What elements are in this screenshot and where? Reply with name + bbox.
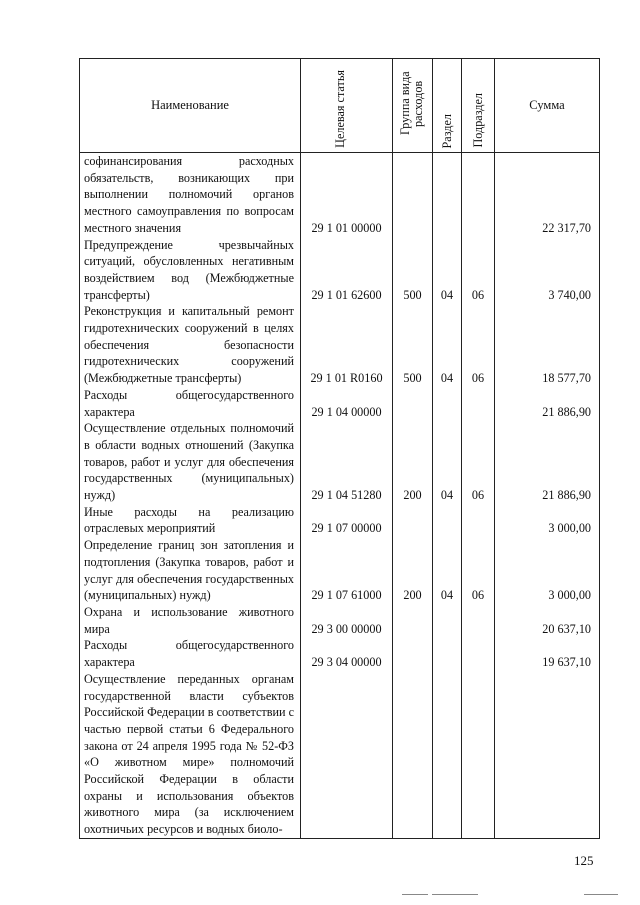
row-subsection-cell: 06 — [462, 537, 495, 604]
row-code-cell: 29 1 07 00000 — [301, 504, 393, 537]
header-subsection — [462, 59, 495, 153]
row-sum-cell: 19 637,10 — [495, 637, 600, 670]
table-row — [80, 420, 600, 504]
row-sum-cell: 22 317,70 — [495, 153, 600, 237]
table-row — [80, 303, 600, 387]
row-group-cell — [393, 604, 433, 637]
row-section-cell — [433, 604, 462, 637]
row-subsection-cell — [462, 604, 495, 637]
row-group-cell — [393, 504, 433, 537]
row-sum-cell — [495, 671, 600, 839]
row-group-cell: 500 — [393, 303, 433, 387]
header-sum: Сумма — [495, 59, 600, 153]
row-section-cell: 04 — [433, 420, 462, 504]
row-section-cell: 04 — [433, 537, 462, 604]
row-name-cell: Иные расходы на реализацию отраслевых мероприятий — [80, 504, 301, 537]
row-name-cell: Расходы общегосударственного характера — [80, 387, 301, 420]
budget-table — [79, 58, 600, 839]
row-code-cell: 29 1 04 51280 — [301, 420, 393, 504]
row-subsection-cell: 06 — [462, 420, 495, 504]
row-section-cell — [433, 637, 462, 670]
row-group-cell — [393, 387, 433, 420]
row-name-cell: Осуществление переданных органам государственной власти субъектов Российской Федерации в соответствии с частью первой статьи 6 Федерального закона от 24 апреля 1995 года № 52-ФЗ «О животном мире» полномочий Российской Федерации в области охраны и использования объектов животного мира (за исключением охотничьих ресурсов и водных биоло- — [80, 671, 301, 839]
row-group-cell: 200 — [393, 537, 433, 604]
row-subsection-cell — [462, 504, 495, 537]
row-sum-cell: 21 886,90 — [495, 420, 600, 504]
row-subsection-cell — [462, 387, 495, 420]
table-row — [80, 237, 600, 304]
row-code-cell — [301, 671, 393, 839]
row-sum-cell: 3 000,00 — [495, 504, 600, 537]
row-name-cell: Охрана и использование животного мира — [80, 604, 301, 637]
row-group-cell: 200 — [393, 420, 433, 504]
row-group-cell — [393, 671, 433, 839]
table-row — [80, 671, 600, 839]
row-name-cell: Осуществление отдельных полномочий в области водных отношений (Закупка товаров, работ и услуг для обеспечения государственных (муниципальных) нужд) — [80, 420, 301, 504]
row-sum-cell: 21 886,90 — [495, 387, 600, 420]
row-section-cell: 04 — [433, 237, 462, 304]
row-section-cell — [433, 153, 462, 237]
footer-rule-2 — [432, 894, 478, 895]
row-sum-cell: 3 000,00 — [495, 537, 600, 604]
row-name-cell: Определение границ зон затопления и подтопления (Закупка товаров, работ и услуг для обеспечения государственных (муниципальных) нужд) — [80, 537, 301, 604]
header-target — [301, 59, 393, 153]
row-subsection-cell — [462, 637, 495, 670]
row-section-cell — [433, 387, 462, 420]
row-subsection-cell: 06 — [462, 237, 495, 304]
row-subsection-cell: 06 — [462, 303, 495, 387]
table-row — [80, 604, 600, 637]
row-group-cell — [393, 153, 433, 237]
header-target-label: Целевая статья — [332, 70, 347, 148]
row-code-cell: 29 1 07 61000 — [301, 537, 393, 604]
header-group-label: Группа вида расходов — [397, 71, 425, 136]
row-group-cell — [393, 637, 433, 670]
page-number: 125 — [574, 853, 594, 868]
table-row — [80, 504, 600, 537]
header-group — [393, 59, 433, 153]
table-row — [80, 153, 600, 237]
footer-rule-1 — [402, 894, 428, 895]
row-sum-cell: 18 577,70 — [495, 303, 600, 387]
header-section — [433, 59, 462, 153]
footer-rule-3 — [584, 894, 618, 895]
row-code-cell: 29 1 01 62600 — [301, 237, 393, 304]
row-name-cell: Расходы общегосударственного характера — [80, 637, 301, 670]
table-row — [80, 637, 600, 670]
header-name: Наименование — [80, 59, 301, 153]
row-sum-cell: 3 740,00 — [495, 237, 600, 304]
row-code-cell: 29 1 01 R0160 — [301, 303, 393, 387]
row-section-cell — [433, 671, 462, 839]
table-header-row — [80, 59, 600, 153]
row-section-cell — [433, 504, 462, 537]
row-sum-cell: 20 637,10 — [495, 604, 600, 637]
header-subsection-label: Подраздел — [470, 93, 485, 148]
table-row — [80, 537, 600, 604]
row-code-cell: 29 1 04 00000 — [301, 387, 393, 420]
header-section-label: Раздел — [439, 113, 454, 148]
row-code-cell: 29 1 01 00000 — [301, 153, 393, 237]
table-row — [80, 387, 600, 420]
row-code-cell: 29 3 04 00000 — [301, 637, 393, 670]
row-name-cell: Реконструкция и капитальный ремонт гидротехнических сооружений в целях обеспечения безопасности гидротехнических сооружений (Межбюджетные трансферты) — [80, 303, 301, 387]
row-subsection-cell — [462, 153, 495, 237]
row-section-cell: 04 — [433, 303, 462, 387]
row-name-cell: Предупреждение чрезвычайных ситуаций, обусловленных негативным воздействием вод (Межбюджетные трансферты) — [80, 237, 301, 304]
row-name-cell: софинансирования расходных обязательств, возникающих при выполнении полномочий органов местного самоуправления по вопросам местного значения — [80, 153, 301, 237]
row-code-cell: 29 3 00 00000 — [301, 604, 393, 637]
row-group-cell: 500 — [393, 237, 433, 304]
row-subsection-cell — [462, 671, 495, 839]
